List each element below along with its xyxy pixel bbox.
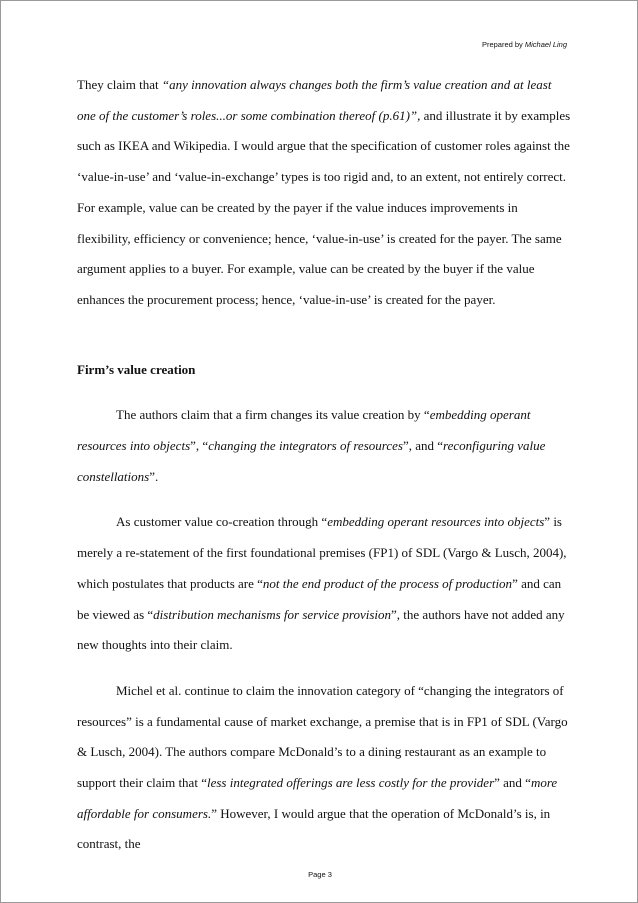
header-author: Michael Ling xyxy=(524,40,567,49)
text-run: As customer value co-creation through “ xyxy=(116,514,328,530)
text-run: ” and can be viewed as “ xyxy=(77,575,562,622)
header-prefix: Prepared by xyxy=(481,40,525,49)
page-header xyxy=(482,40,567,49)
text-run: ” is merely a re-statement of the first foundational premises (FP1) of SDL (Vargo & Lusch, 2004), which postulates that products are “ xyxy=(77,514,567,591)
text-run: They claim that xyxy=(77,77,162,92)
italic-run: embedding operant resources into objects xyxy=(327,514,545,530)
text-run: ”, “ xyxy=(190,438,209,454)
document-body xyxy=(77,70,573,860)
text-run: ”, and “ xyxy=(402,438,443,454)
paragraph-1 xyxy=(77,70,573,316)
italic-run: not the end product of the process of production xyxy=(262,575,513,591)
italic-run: embedding operant resources into objects xyxy=(77,407,531,454)
page-footer: Page 3 xyxy=(308,870,332,879)
text-run: ”. xyxy=(149,468,159,484)
text-run: ” and “ xyxy=(494,775,531,791)
italic-run: changing the integrators of resources xyxy=(208,438,403,454)
text-run: ”, the authors have not added any new thoughts into their claim. xyxy=(77,606,565,653)
paragraph-2 xyxy=(77,400,573,492)
text-run: The authors claim that a firm changes its value creation by “ xyxy=(116,407,430,423)
italic-run: more affordable for consumers. xyxy=(77,775,558,821)
text-run: ” However, I would argue that the operation of McDonald’s is, in contrast, the xyxy=(77,805,551,852)
italic-run: less integrated offerings are less costly for the provider xyxy=(206,775,495,791)
italic-run: reconfiguring value constellations xyxy=(77,438,546,484)
text-run: and illustrate it by examples such as IKEA and Wikipedia. I would argue that the specification of customer roles against the ‘value-in-use’ and ‘value-in-exchange’ types is too rigid and, to an extent, not entirely correct. For example, value can be created by the payer if the value induces improvements in flexibility, efficiency or convenience; hence, ‘value-in-use’ is created for the payer. The same argument applies to a buyer. For example, value can be created by the buyer if the value enhances the procurement process; hence, ‘value-in-use’ is created for the payer. xyxy=(77,107,571,307)
italic-run: distribution mechanisms for service provision xyxy=(153,606,392,622)
text-run: Michel et al. continue to claim the innovation category of “changing the integrators of resources” is a fundamental cause of market exchange, a premise that is in FP1 of SDL (Vargo & Lusch, 2004). The authors compare McDonald’s to a dining restaurant as an example to support their claim that “ xyxy=(77,682,568,791)
section-heading: Firm’s value creation xyxy=(77,361,196,377)
italic-run: “any innovation always changes both the firm’s value creation and at least one of the customer’s roles...or some combination thereof (p.61)”, xyxy=(77,77,552,123)
paragraph-3 xyxy=(77,507,573,661)
paragraph-4 xyxy=(77,676,573,860)
